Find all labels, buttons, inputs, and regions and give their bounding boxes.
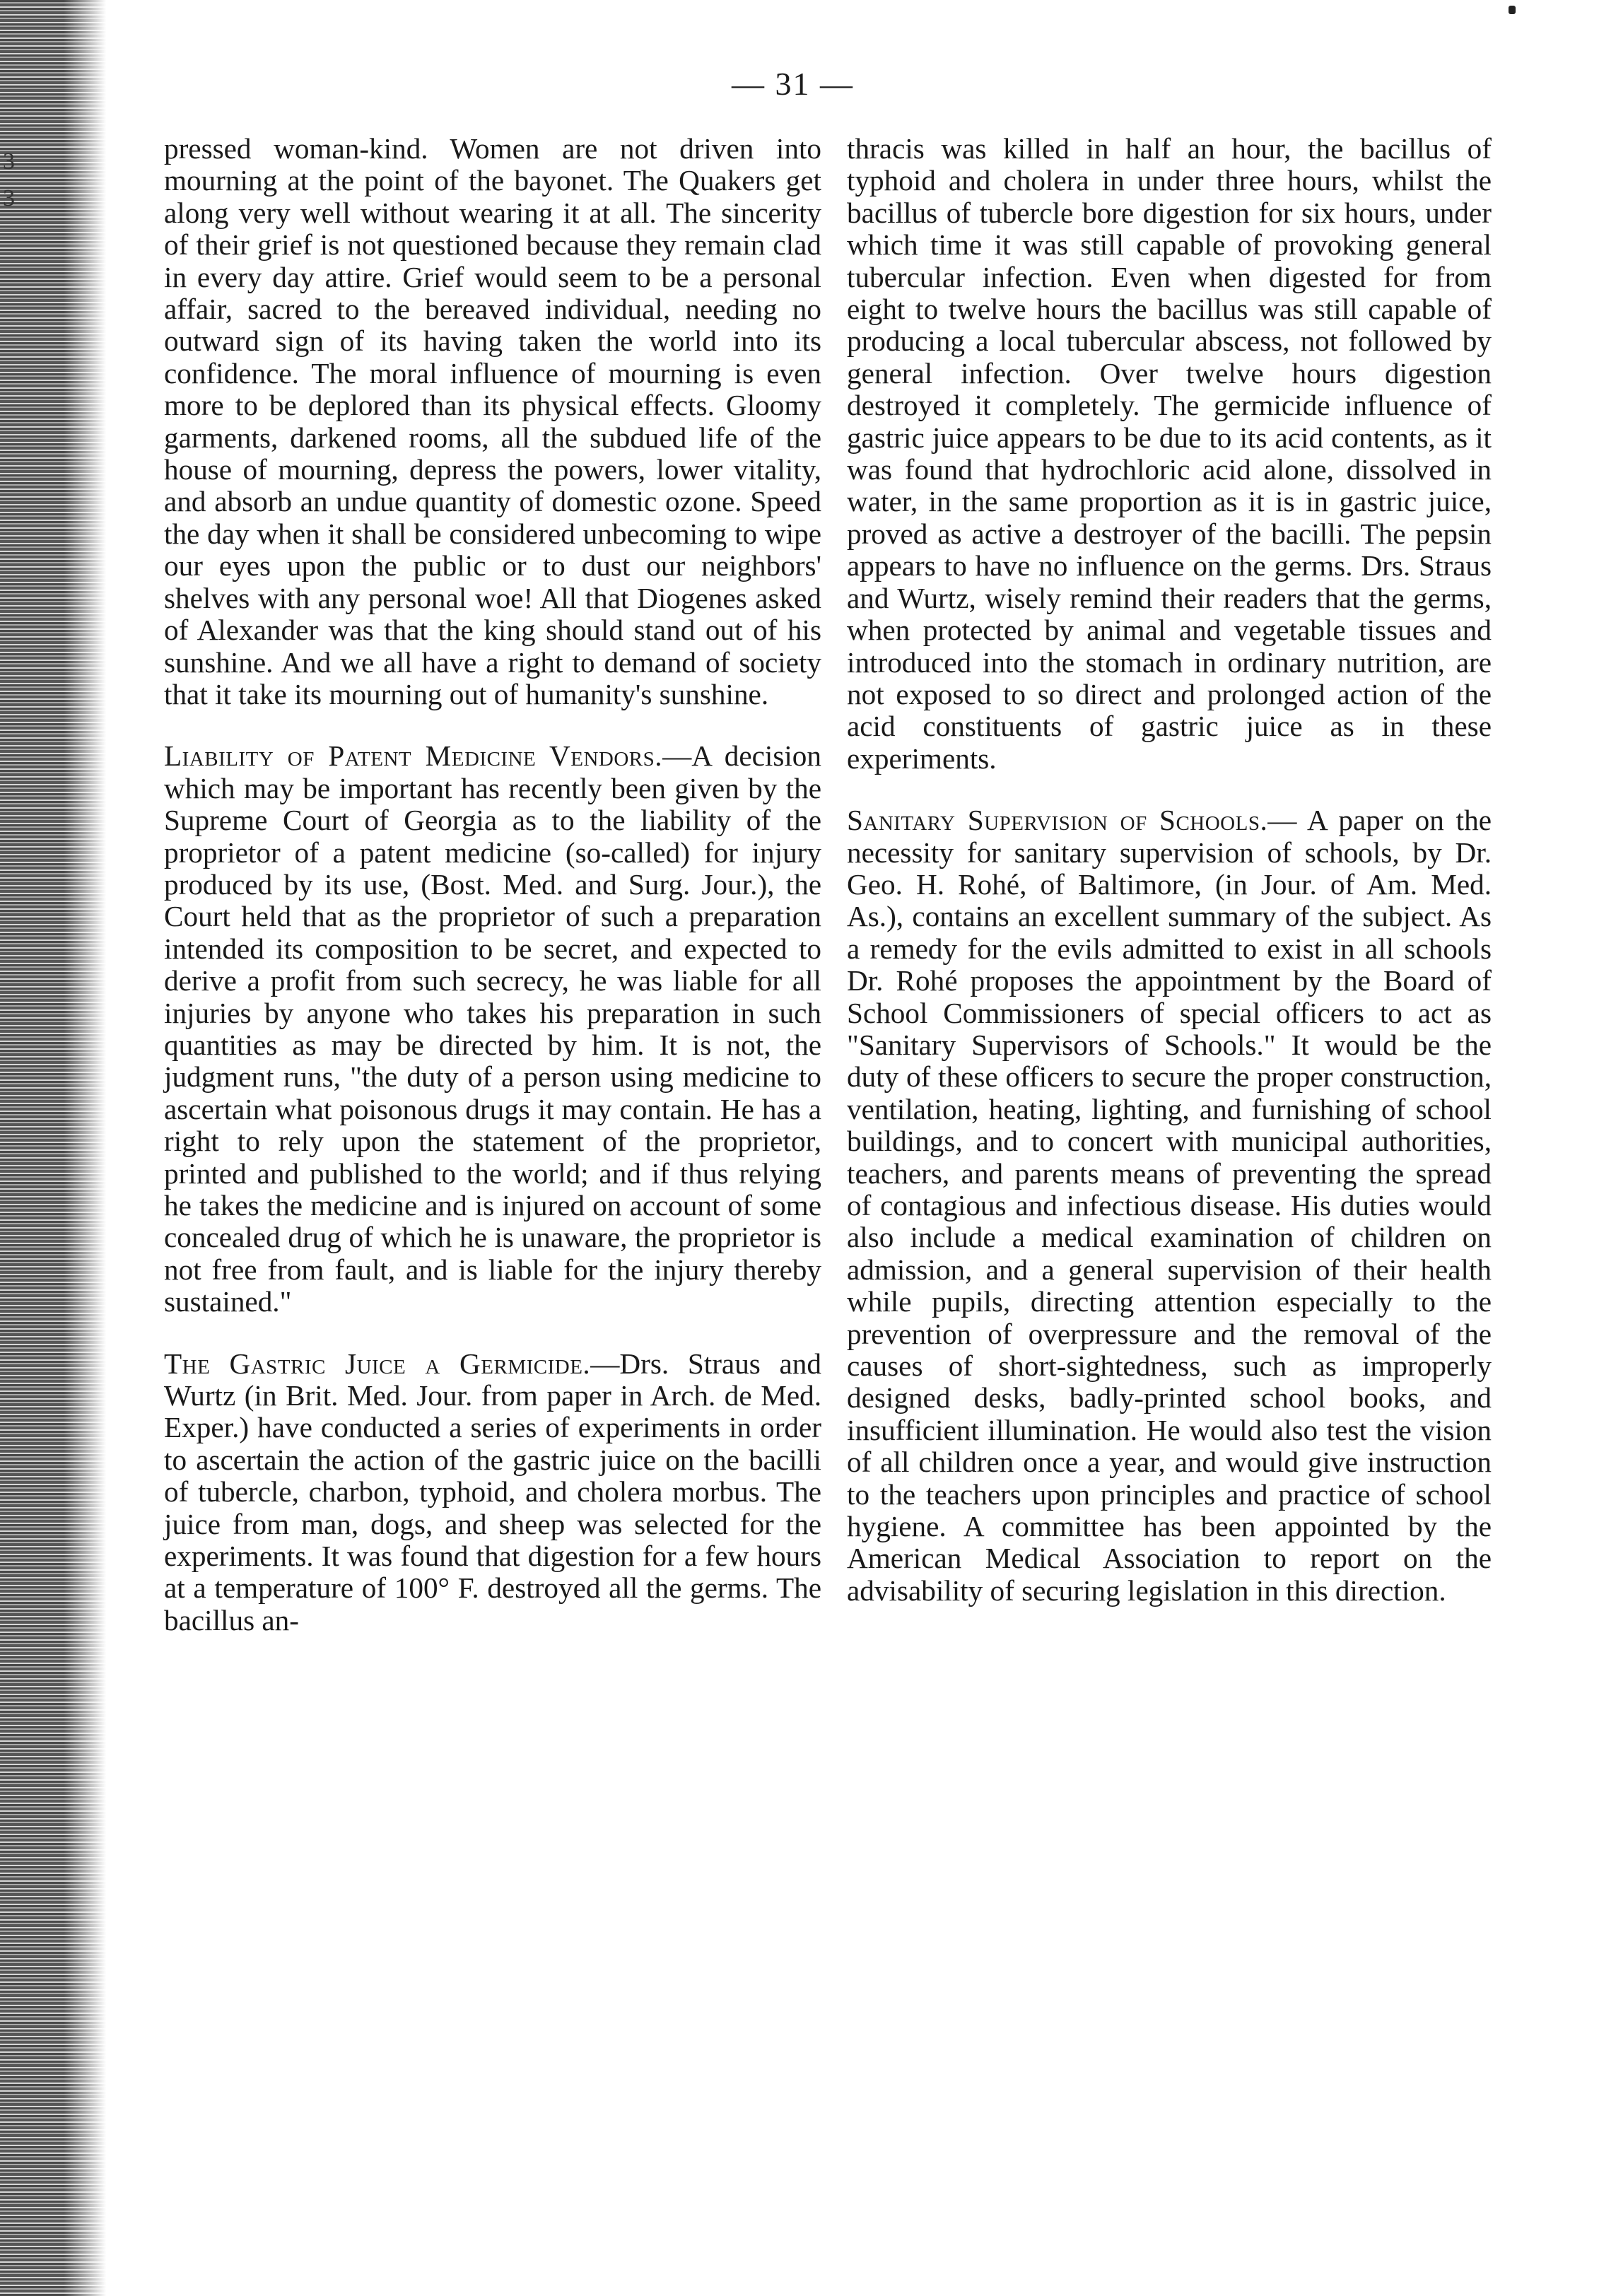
paragraph-patent-medicine — [164, 740, 821, 1318]
section-heading-sanitary-supervision: Sanitary Supervision of Schools. — [847, 804, 1268, 837]
binding-edge — [0, 0, 106, 2296]
paragraph-sanitary-supervision — [847, 804, 1492, 1607]
margin-mark: 3 — [3, 185, 15, 211]
section-heading-patent-medicine: Liability of Patent Medicine Vendors. — [164, 739, 663, 773]
page-number: — 31 — — [732, 66, 854, 102]
paragraph-gastric-juice-continued — [847, 133, 1492, 775]
paragraph-gastric-juice — [164, 1348, 821, 1637]
paragraph-text: pressed woman-kind. Women are not driven into mourning at the point of the bayonet. The Quakers get along very well without wearing it at all. The sincerity of their grief is not questioned because they remain clad in every day attire. Grief would seem to be a personal affair, sacred to the bereaved individual, needing no outward sign of its having taken the world into its confidence. The moral influence of mourning is even more to be deplored than its physical effects. Gloomy garments, darkened rooms, all the subdued life of the house of mourning, depress the powers, lower vitality, and absorb an undue quantity of domestic ozone. Speed the day when it shall be considered unbecoming to wipe our eyes upon the public or to dust our neighbors' shelves with any personal woe! All that Diogenes asked of Alexander was that the king should stand out of his sunshine. And we all have a right to demand of society that it take its mourning out of humanity's sunshine. — [164, 132, 821, 710]
left-column — [164, 133, 821, 1636]
right-column — [847, 133, 1492, 1607]
paragraph-text: thracis was killed in half an hour, the bacillus of typhoid and cholera in under three hours, whilst the bacillus of tubercle bore digestion for six hours, under which time it was still capable of provoking general tubercular infection. Even when digested for from eight to twelve hours the bacillus was still capable of producing a local tubercular abscess, not followed by general infection. Over twelve hours digestion destroyed it completely. The germicide influence of gastric juice appears to be due to its acid contents, as it was found that hydrochloric acid alone, dissolved in water, in the same proportion as it is in gastric juice, proved as active a destroyer of the bacilli. The pepsin appears to have no influence on the germs. Drs. Straus and Wurtz, wisely remind their readers that the germs, when protected by animal and vegetable tissues and introduced into the stomach in ordinary nutrition, are not exposed to so direct and prolonged action of the acid constituents of gastric juice as in these experiments. — [847, 132, 1492, 775]
section-heading-gastric-juice: The Gastric Juice a Germicide. — [164, 1347, 591, 1380]
paragraph-text: —Drs. Straus and Wurtz (in Brit. Med. Jour. from paper in Arch. de Med. Exper.) have conducted a series of experiments in order to ascertain the action of the gastric juice on the bacilli of tubercle, charbon, typhoid, and cholera morbus. The juice from man, dogs, and sheep was selected for the experiments. It was found that digestion for a few hours at a temperature of 100° F. destroyed all the germs. The bacillus an- — [164, 1347, 821, 1636]
margin-mark: 3 — [3, 148, 15, 175]
paragraph-mourning-continued — [164, 133, 821, 710]
ink-spot — [1509, 6, 1516, 14]
paragraph-text: —A decision which may be important has recently been given by the Supreme Court of Georgia as to the liability of the proprietor of a patent medicine (so-called) for injury produced by its use, (Bost. Med. and Surg. Jour.), the Court held that as the proprietor of such a preparation intended its composition to be secret, and expected to derive a profit from such secrecy, he was liable for all injuries by anyone who takes his preparation in such quantities as may be directed by him. It is not, the judgment runs, "the duty of a person using medicine to ascertain what poisonous drugs it may contain. He has a right to rely upon the statement of the proprietor, printed and published to the world; and if thus relying he takes the medicine and is injured on account of some concealed drug of which he is unaware, the proprietor is not free from fault, and is liable for the injury thereby sustained." — [164, 739, 821, 1318]
paragraph-text: — A paper on the necessity for sanitary supervision of schools, by Dr. Geo. H. Rohé, of Baltimore, (in Jour. of Am. Med. As.), contains an excellent summary of the subject. As a remedy for the evils admitted to exist in all schools Dr. Rohé proposes the appointment by the Board of School Commissioners of special officers to act as "Sanitary Supervisors of Schools." It would be the duty of these officers to secure the proper construction, ventilation, heating, lighting, and furnishing of school buildings, and to concert with municipal authorities, teachers, and parents means of preventing the spread of contagious and infectious disease. His duties would also include a medical examination of children on admission, and a general supervision of their health while pupils, directing attention especially to the prevention of overpressure and the removal of the causes of short-sightedness, such as improperly designed desks, badly-printed school books, and insufficient illumination. He would also test the vision of all children once a year, and would give instruction to the teachers upon principles and practice of school hygiene. A committee has been appointed by the American Medical Association to report on the advisability of securing legislation in this direction. — [847, 804, 1492, 1607]
